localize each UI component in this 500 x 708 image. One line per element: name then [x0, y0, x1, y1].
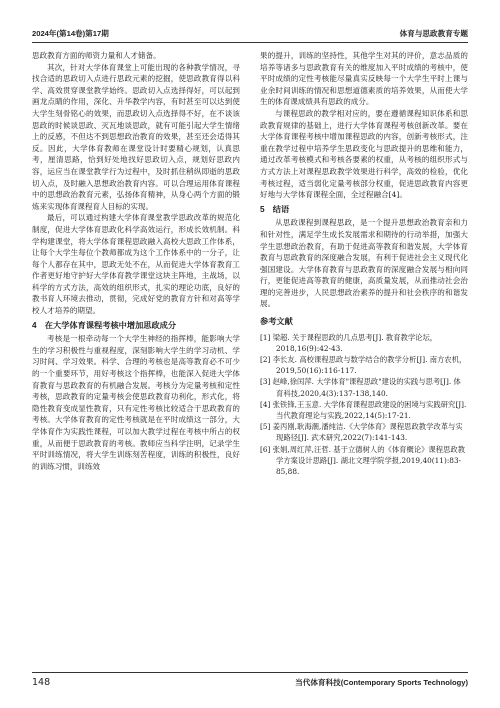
paragraph: 从思政课程到课程思政，是一个提升思想政治教育亲和力和针对性，满足学生成长发展需求和期待的行动举措，加强大学生思想政治教育，有助于促进高等教育和谐发展，大学体育教育与思政教育的深度融合发展，有利于促进社会主义现代化强国建设。大学体育教育与思政教育的深度融合发展与相向同行，更能促进高等教育的健康，高质量发展，从而推动社会治理的完善进步，人民思想政治素养的提升和社会秩序的和谐发展。 [260, 218, 468, 309]
paragraph: 果的提升，训练的坚持性，其他学生对其的评价，意志品质的培养等诸多与思政教育有关的维度加入平时成绩的考核中，使平时成绩的定性考核能尽量真实反映每一个大学生平时上课与业余时间训练的情况和思想道德素质的培养效果，从而使大学生的体育课成绩具有思政的成分。 [260, 51, 468, 107]
section-heading-5: 5 结语 [260, 204, 290, 214]
running-footer [32, 677, 468, 691]
reference-item: [3] 赵峰,徐闰萍. 大学体育"课程思政"建设的实践与思考[J]. 体育科技,2020,4(3):137-138,140. [260, 377, 461, 398]
reference-item: [5] 姜丙刚,耿海潮,潘纯洁.《大学体育》课程思政教学改革与实现路径[J]. 武术研究,2022(7):141-143. [260, 422, 463, 443]
header-divider [32, 42, 468, 43]
running-header [32, 28, 468, 42]
issue-label: 2024年(第14卷)第17期 [32, 29, 109, 38]
paragraph: 与课程思政的教学相对应的，要在遵循课程知识体系和思政教育规律的基础上，进行大学体育课程考核创新改革。要在大学体育课程考核中增加课程思政的内容，创新考核形式，注重在教学过程中培养学生思政变化与思政提升的思维和能力，通过改革考核模式和考核各要素的权重，从考核的组织形式与方式方法上对课程思政教学效果进行科学，高效的检验，优化考核过程，适当弱化定量考核部分权重，促进思政教育内容更好地与大学体育课程全面，全过程融合[4]。 [260, 108, 468, 200]
journal-name: 当代体育科技(Contemporary Sports Technology) [295, 678, 468, 687]
reference-item: [4] 张铁锋,王玉意. 大学体育课程思政建设的困境与实践研究[J]. 当代教育理论与实践,2022,14(5):17-21. [260, 399, 467, 421]
left-column [32, 50, 240, 472]
reference-item: [1] 梁超. 关于课程思政的几点思考[J]. 教育教学论坛，2018,16(9):42-43. [260, 332, 438, 353]
paragraph: 最后，可以通过构建大学体育课堂教学思政改革的规范化制度，促进大学体育思政化科学高效运行，形成长效机制。科学构建课堂，将大学体育课程思政融入高校大思政工作体系，让每个大学生每位个教师都成为这个工作体系中的一分子，让每个人都存在其中，思政无处不在，从而促进大学体育教育工作者更好地守护好大学体育教学课堂这块主阵地，主战场，以科学的方式方法，高效的组织形式，扎实的理论功底，良好的教书育人环境去推动，贯彻，完成好党的教育方针和对高等学校人才培养的期望。 [32, 213, 240, 316]
reference-item: [2] 李长友. 高校课程思政与数学结合的教学分析[J]. 南方农机，2019,50(16):116-117. [260, 355, 467, 376]
paragraph: 考核是一根牵动每一个大学生神经的指挥棒，能影响大学生的学习积极性与重视程度，深刻影响大学生的学习动机、学习时间、学习效果。科学、合理的考核也是高等教育必不可少的一个重要环节，用好考核这个指挥棒，也能深入促进大学体育教育与思政教育的有机融合发展。考核分为定量考核和定性考核，思政教育的定量考核会使思政教育功利化，形式化，将隐性教育变成显性教育，只有定性考核比较适合于思政教育的考核。大学体育教育的定性考核就是在平时成绩这一部分，大学体育作为实践性课程，可以加大教学过程在考核中所占的权重，从而便于思政教育的考核。教师应当科学注明，记录学生平时训练情况，将大学生训练刻苦程度，训练的积极性，良好的训练习惯，训练效 [32, 334, 240, 471]
page-number: 148 [32, 677, 51, 688]
right-column [260, 50, 468, 477]
section-label: 体育与思政教育专题 [399, 29, 468, 38]
footer-divider [32, 672, 468, 673]
paragraph: 思政教育方面的师资力量和人才储备。 [32, 51, 161, 60]
reference-item: [6] 张娟,周红萍,汪哲. 基于立德树人的《体育概论》课程思政教学方案设计思路[J]. 湖北文理学院学报,2019,40(11):83-85,88. [260, 444, 466, 477]
paragraph: 其次，针对大学体育课堂上可能出现的各种教学情况，寻找合适的思政切入点进行思政元素的挖掘，使思政教育得以科学、高效贯穿课堂教学始终。思政切入点选择得好，可以起到画龙点睛的作用，深化、升华教学内容，有时甚至可以达到使大学生刻骨铭心的效果，而思政切入点选择得不好，在不谈该思政的时候谈思政、灭瓦地谈思政，就有可能引起大学生情绪上的反感，不但达不到思想政治教育的效果，甚至还会适得其反。因此，大学体育教师在课堂设计时要精心规划，认真思考，厘清思路，恰到好处地找好思政切入点，规划好思政内容，运应当在课堂教学行为过程中，及时抓住稍纵即逝的思政切入点，及时融入思想政治教育内容。可以合理运用体育课程中的思想政治教育元素，弘扬体育精神，从身心两个方面的锻炼来实现体育课程育人目标的实现。 [32, 62, 240, 211]
section-heading-4: 4 在大学体育课程考核中增加思政成分 [32, 320, 177, 330]
references-heading: 参考文献 [260, 317, 293, 327]
